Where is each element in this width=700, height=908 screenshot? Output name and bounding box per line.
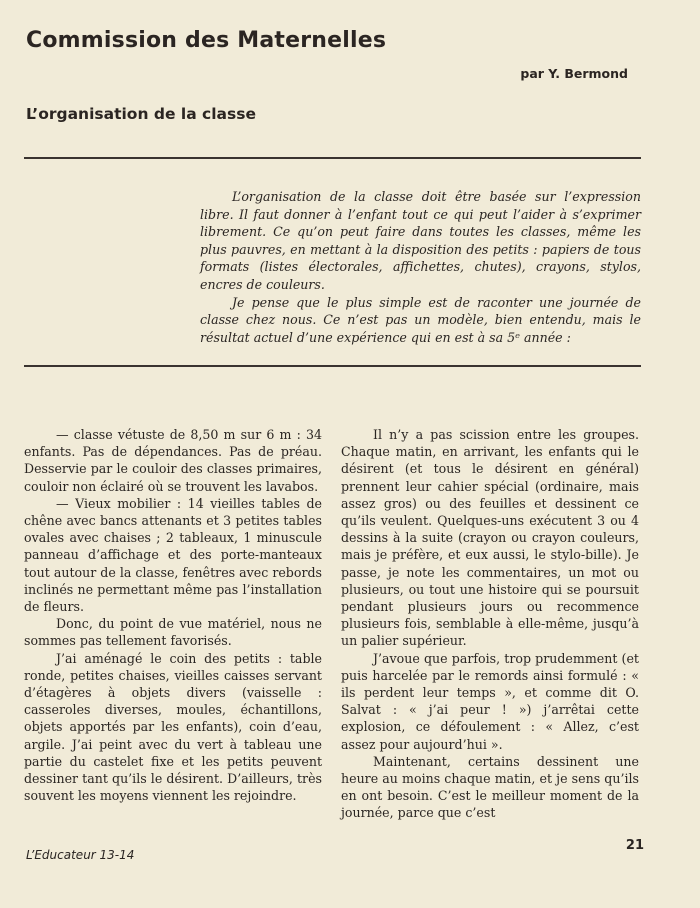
page-number: 21 bbox=[625, 838, 644, 853]
body-paragraph: J’avoue que parfois, trop prudemment (et puis harcelée par le remords ainsi formulé : « ils perdent leur temps », et comme dit O. Salvat : « j’ai peur ! ») j’arrêtai cette explosion, ce défoulement : « Allez, c’est assez pour aujourd’hui ». bbox=[341, 650, 639, 752]
right-column bbox=[341, 426, 639, 822]
journal-footer: L’Educateur 13-14 bbox=[26, 848, 135, 862]
body-paragraph: — classe vétuste de 8,50 m sur 6 m : 34 enfants. Pas de dépendances. Pas de préau. Desservie par le couloir des classes primaires, couloir non éclairé où se trouvent les lavabos. bbox=[24, 427, 322, 494]
article-subtitle: L’organisation de la classe bbox=[26, 105, 256, 123]
body-paragraph: Donc, du point de vue matériel, nous ne sommes pas tellement favorisés. bbox=[24, 616, 322, 649]
body-paragraph: — Vieux mobilier : 14 vieilles tables de chêne avec bancs attenants et 3 petites tables ovales avec chaises ; 2 tableaux, 1 minuscule panneau d’affichage et des porte-manteaux tout autour de la classe, fenêtres avec rebords inclinés ne permettant même pas l’installation de fleurs. bbox=[24, 495, 322, 615]
author-byline: par Y. Bermond bbox=[520, 66, 628, 81]
top-divider bbox=[24, 157, 641, 159]
body-paragraph: Il n’y a pas scission entre les groupes. Chaque matin, en arrivant, les enfants qui le désirent (et tous le désirent en général) prennent leur cahier spécial (ordinaire, mais assez gros) ou des feuilles et dessinent ce qu’ils veulent. Quelques-uns exécutent 3 ou 4 dessins à la suite (crayon ou crayon couleurs, mais je préfère, et eux aussi, le stylo-bille). Je passe, je note les commentaires, un mot ou plusieurs, ou tout une histoire qui se poursuit pendant plusieurs jours ou recommence plusieurs fois, semblable à elle-même, jusqu’à un palier supérieur. bbox=[341, 427, 639, 649]
article-title: Commission des Maternelles bbox=[26, 28, 387, 53]
body-paragraph: J’ai aménagé le coin des petits : table ronde, petites chaises, vieilles caisses servant d’étagères à objets divers (vaisselle : casseroles diverses, moules, échantillons, objets apportés par les enfants), coin d’eau, argile. J’ai peint avec du vert à tableau une partie du castelet fixe et les petits peuvent dessiner tant qu’ils le désirent. D’ailleurs, très souvent les moyens viennent les rejoindre. bbox=[24, 650, 322, 804]
bottom-divider bbox=[24, 365, 641, 367]
body-paragraph: Maintenant, certains dessinent une heure au moins chaque matin, et je sens qu’ils en ont besoin. C’est le meilleur moment de la journée, parce que c’est bbox=[341, 753, 639, 821]
intro-paragraph: L’organisation de la classe doit être basée sur l’expression libre. Il faut donner à l’enfant tout ce qui peut l’aider à s’exprimer librement. Ce qu’on peut faire dans toutes les classes, même les plus pauvres, en mettant à la disposition des petits : papiers de tous formats (listes électorales, affichettes, chutes), crayons, stylos, encres de couleurs. bbox=[200, 189, 641, 292]
intro-paragraph: Je pense que le plus simple est de raconter une journée de classe chez nous. Ce n’est pas un modèle, bien entendu, mais le résultat actuel d’une expérience qui en est à sa 5ᵉ année : bbox=[200, 294, 641, 345]
left-column bbox=[24, 426, 322, 804]
intro-block bbox=[200, 188, 641, 346]
